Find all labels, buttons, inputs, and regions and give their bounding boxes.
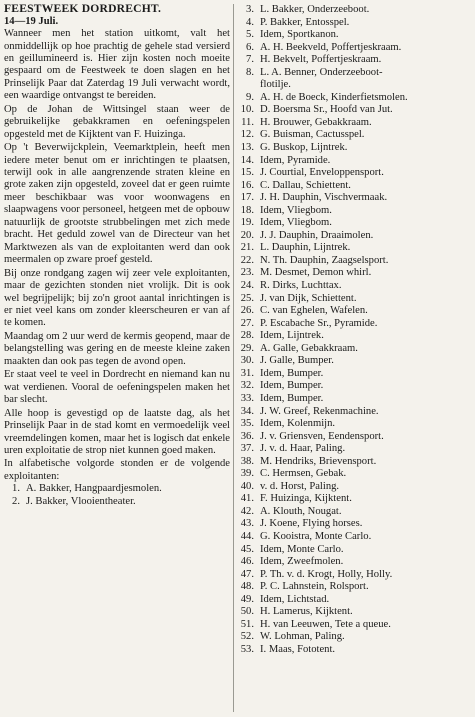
list-item xyxy=(238,443,472,456)
list-item-number: 17. xyxy=(240,192,254,204)
list-item-text: N. Th. Dauphin, Zaagselsport. xyxy=(260,254,389,266)
list-item-number: 25. xyxy=(240,292,254,304)
list-item-number: 9. xyxy=(246,91,254,103)
list-item xyxy=(238,230,472,243)
list-item-text: A. Galle, Gebakkraam. xyxy=(260,342,358,354)
list-item-text: H. Brouwer, Gebakkraam. xyxy=(260,116,372,128)
list-item-text: C. Hermsen, Gebak. xyxy=(260,468,347,480)
list-item-text: C. Dallau, Schiettent. xyxy=(260,179,351,191)
list-item-text: J. v. Griensven, Eendensport. xyxy=(260,430,384,442)
list-item xyxy=(4,496,230,508)
list-item-text: Idem, Lijntrek. xyxy=(260,330,324,342)
list-item xyxy=(238,280,472,293)
list-item-text: L. Bakker, Onderzeeboot. xyxy=(260,4,370,15)
list-item xyxy=(4,483,230,495)
list-item xyxy=(238,117,472,130)
column-divider xyxy=(233,4,234,712)
list-item-number: 26. xyxy=(240,305,254,317)
list-item-text: Idem, Sportkanon. xyxy=(260,29,339,41)
list-item-text: Idem, Bumper. xyxy=(260,392,324,404)
list-item-text: J. Courtial, Enveloppensport. xyxy=(260,167,384,179)
list-item-text: Idem, Pyramide. xyxy=(260,154,331,166)
list-item xyxy=(238,343,472,356)
article-dates: 14—19 Juli. xyxy=(4,15,59,27)
list-item xyxy=(238,92,472,105)
list-item-number: 48. xyxy=(240,581,254,593)
list-item-text: P. C. Lahnstein, Rolsport. xyxy=(260,581,369,593)
list-item xyxy=(238,619,472,632)
list-item-number: 30. xyxy=(240,355,254,367)
list-item-number: 37. xyxy=(240,443,254,455)
list-item xyxy=(238,355,472,368)
list-item-number: 35. xyxy=(240,418,254,430)
list-item-text: A. H. de Boeck, Kinderfietsmolen. xyxy=(260,91,408,103)
list-item-text: G. Kooistra, Monte Carlo. xyxy=(260,530,372,542)
list-item-text: C. van Eghelen, Wafelen. xyxy=(260,305,368,317)
list-item xyxy=(238,418,472,431)
list-item xyxy=(238,217,472,230)
list-item xyxy=(238,518,472,531)
list-item xyxy=(238,305,472,318)
list-item xyxy=(238,205,472,218)
list-item-number: 29. xyxy=(240,342,254,354)
list-item xyxy=(238,104,472,117)
list-item xyxy=(238,267,472,280)
list-item xyxy=(238,142,472,155)
list-item-number: 16. xyxy=(240,179,254,191)
list-item-number: 49. xyxy=(240,593,254,605)
list-item xyxy=(238,393,472,406)
list-item xyxy=(238,506,472,519)
list-item-number: 28. xyxy=(240,330,254,342)
list-item xyxy=(238,456,472,469)
list-item xyxy=(238,242,472,255)
list-item-number: 12. xyxy=(240,129,254,141)
article-paragraph: Er staat veel te veel in Dordrecht en niemand kan nu wat verdienen. Vooral de oefeningspelen maken het bar slecht. xyxy=(4,369,230,406)
list-item xyxy=(238,581,472,594)
article-paragraph: In alfabetische volgorde stonden er de volgende exploitanten: xyxy=(4,458,230,482)
article-paragraph: Op de Johan de Wittsingel staan weer de gebruikelijke gebakkramen en oefeningspelen opgesteld met de Kijktent van F. Huizinga. xyxy=(4,103,230,140)
list-item-number: 2. xyxy=(12,495,20,507)
list-item xyxy=(238,569,472,582)
list-item-text: Idem, Kolenmijn. xyxy=(260,418,336,430)
article-paragraph: Bij onze rondgang zagen wij zeer vele exploitanten, maar de gezichten stonden niet vrolijk. Dit is ook wel begrijpelijk; bij zo'n groot aantal inrichtingen is er niet veel kans om zonder kleerscheuren er van af te komen. xyxy=(4,267,230,329)
list-item-text: J. Bakker, Vlooientheater. xyxy=(26,495,136,507)
list-item xyxy=(238,594,472,607)
list-item-number: 27. xyxy=(240,317,254,329)
list-item-text: Idem, Lichtstad. xyxy=(260,593,330,605)
list-item xyxy=(238,255,472,268)
list-item-number: 13. xyxy=(240,142,254,154)
list-item-text: P. Bakker, Entosspel. xyxy=(260,16,350,28)
list-item-number: 50. xyxy=(240,606,254,618)
list-item xyxy=(238,431,472,444)
list-item-text: F. Huizinga, Kijktent. xyxy=(260,493,352,505)
list-item-number: 52. xyxy=(240,631,254,643)
list-item-number: 45. xyxy=(240,543,254,555)
list-item-number: 38. xyxy=(240,455,254,467)
list-item-number xyxy=(238,79,254,92)
exhibitor-list-right xyxy=(238,4,472,656)
list-item xyxy=(238,293,472,306)
list-item-text: J. W. Greef, Rekenmachine. xyxy=(260,405,379,417)
list-item-number: 51. xyxy=(240,618,254,630)
list-item-text: v. d. Horst, Paling. xyxy=(260,480,340,492)
list-item-number: 43. xyxy=(240,518,254,530)
list-item xyxy=(238,368,472,381)
article-title: FEESTWEEK DORDRECHT. xyxy=(4,2,162,15)
article-column-right xyxy=(238,4,472,656)
list-item-number: 8. xyxy=(246,66,254,78)
list-item-number: 11. xyxy=(241,116,254,128)
list-item-text: Idem, Zweefmolen. xyxy=(260,556,344,568)
list-item-text: Idem, Bumper. xyxy=(260,367,324,379)
list-item-text: G. Buisman, Cactusspel. xyxy=(260,129,365,141)
list-item-text: L. Dauphin, Lijntrek. xyxy=(260,242,351,254)
article-paragraph: Maandag om 2 uur werd de kermis geopend, maar de belangstelling was gering en de meeste kleine zaken maakten dan ook pas tegen de avond open. xyxy=(4,330,230,367)
list-item-text: A. Klouth, Nougat. xyxy=(260,505,342,517)
list-item-text: G. Buskop, Lijntrek. xyxy=(260,142,348,154)
list-item-text: I. Maas, Fototent. xyxy=(260,643,336,655)
list-item xyxy=(238,318,472,331)
list-item-number: 21. xyxy=(240,242,254,254)
list-item-text: J. J. Dauphin, Draaimolen. xyxy=(260,229,374,241)
exhibitor-list-left xyxy=(4,483,230,508)
list-item-number: 34. xyxy=(240,405,254,417)
list-item xyxy=(238,644,472,657)
list-item-text: R. Dirks, Luchttax. xyxy=(260,280,342,292)
list-item-text: H. Lamerus, Kijktent. xyxy=(260,606,353,618)
list-item xyxy=(238,406,472,419)
list-item-number: 31. xyxy=(240,367,254,379)
list-item xyxy=(238,544,472,557)
list-item-number: 46. xyxy=(240,556,254,568)
list-item-text: Idem, Vliegbom. xyxy=(260,204,332,216)
list-item-number: 1. xyxy=(12,483,20,495)
list-item-text: Idem, Bumper. xyxy=(260,380,324,392)
article-paragraph: Alle hoop is gevestigd op de laatste dag, als het Prinselijk Paar in de stad komt en vermoedelijk veel vreemdelingen komen, maar het is logisch dat enkele uren exploitatie de strop niet kunnen goed maken. xyxy=(4,407,230,456)
list-item-text: D. Boersma Sr., Hoofd van Jut. xyxy=(260,104,393,116)
list-item xyxy=(238,67,472,80)
list-item-number: 33. xyxy=(240,392,254,404)
list-item-text: J. v. d. Haar, Paling. xyxy=(260,443,346,455)
list-item-number: 14. xyxy=(240,154,254,166)
list-item-text: P. Th. v. d. Krogt, Holly, Holly. xyxy=(260,568,393,580)
list-item-number: 39. xyxy=(240,468,254,480)
list-item xyxy=(238,79,472,92)
list-item-number: 44. xyxy=(240,530,254,542)
list-item xyxy=(238,42,472,55)
list-item-number: 10. xyxy=(240,104,254,116)
list-item-number: 42. xyxy=(240,505,254,517)
list-item-text: A. Bakker, Hangpaardjesmolen. xyxy=(26,483,162,495)
list-item-text: Idem, Vliegbom. xyxy=(260,217,332,229)
article-paragraph: Op 't Beverwijckplein, Veemarktplein, heeft men iedere meter benut om er inrichtingen te plaatsen, terwijl ook in alle aangrenzende straten kleine en grote zaken zijn opgesteld, zoveel dat er geen ruimte meer beschikbaar was voor woonwagens en slaapwagens voor personeel, hetgeen met de opbouw natuurlijk de grootste strubbelingen met zich mede bracht. Het geduld zowel van de Directeur van het Marktwezen als van de exploitanten werd dan ook meermalen op zware proef gesteld. xyxy=(4,142,230,266)
list-item xyxy=(238,4,472,17)
list-item-number: 18. xyxy=(240,204,254,216)
list-item-text: A. H. Beekveld, Poffertjeskraam. xyxy=(260,41,402,53)
list-item xyxy=(238,29,472,42)
list-item xyxy=(238,468,472,481)
list-item-text: J. Koene, Flying horses. xyxy=(260,518,363,530)
list-item xyxy=(238,330,472,343)
list-item-text: H. van Leeuwen, Tete a queue. xyxy=(260,618,391,630)
list-item-number: 5. xyxy=(246,29,254,41)
list-item-text: L. A. Benner, Onderzeeboot- xyxy=(260,66,383,78)
list-item xyxy=(238,606,472,619)
list-item-number: 20. xyxy=(240,229,254,241)
list-item-number: 32. xyxy=(240,380,254,392)
list-item-number: 22. xyxy=(240,254,254,266)
list-item-text: Idem, Monte Carlo. xyxy=(260,543,344,555)
list-item-text: P. Escabache Sr., Pyramide. xyxy=(260,317,378,329)
list-item-number: 53. xyxy=(240,643,254,655)
list-item xyxy=(238,192,472,205)
list-item-text: J. H. Dauphin, Vischvermaak. xyxy=(260,192,388,204)
list-item xyxy=(238,481,472,494)
list-item-text: H. Bekvelt, Poffertjeskraam. xyxy=(260,54,382,66)
list-item xyxy=(238,380,472,393)
list-item-number: 24. xyxy=(240,280,254,292)
list-item xyxy=(238,180,472,193)
list-item-text: J. Galle, Bumper. xyxy=(260,355,334,367)
list-item-number: 41. xyxy=(240,493,254,505)
list-item-text: W. Lohman, Paling. xyxy=(260,631,345,643)
list-item-text: flotilje. xyxy=(260,79,291,91)
list-item-number: 6. xyxy=(246,41,254,53)
list-item xyxy=(238,155,472,168)
list-item-number: 19. xyxy=(240,217,254,229)
list-item xyxy=(238,167,472,180)
list-item-number: 36. xyxy=(240,430,254,442)
list-item xyxy=(238,531,472,544)
list-item xyxy=(238,631,472,644)
list-item-text: M. Hendriks, Brievensport. xyxy=(260,455,377,467)
list-item-number: 7. xyxy=(246,54,254,66)
article-column-left xyxy=(4,3,230,508)
list-item-number: 3. xyxy=(246,4,254,15)
list-item-number: 47. xyxy=(240,568,254,580)
list-item-number: 4. xyxy=(246,16,254,28)
list-item xyxy=(238,129,472,142)
list-item xyxy=(238,54,472,67)
list-item-number: 23. xyxy=(240,267,254,279)
list-item-number: 40. xyxy=(240,480,254,492)
list-item xyxy=(238,556,472,569)
article-paragraph: Wanneer men het station uitkomt, valt het onmiddellijk op hoe prachtig de gehele stad versierd en geillumineerd is. Hier zijn kosten noch moeite gespaard om de Feestweek te doen slagen en het Prinselijk Paar dat Zaterdag 19 Juli verwacht wordt, een waardige ontvangst te bereiden. xyxy=(4,28,230,102)
list-item xyxy=(238,493,472,506)
list-item-number: 15. xyxy=(240,167,254,179)
list-item-text: M. Desmet, Demon whirl. xyxy=(260,267,372,279)
list-item-text: J. van Dijk, Schiettent. xyxy=(260,292,357,304)
list-item xyxy=(238,17,472,30)
